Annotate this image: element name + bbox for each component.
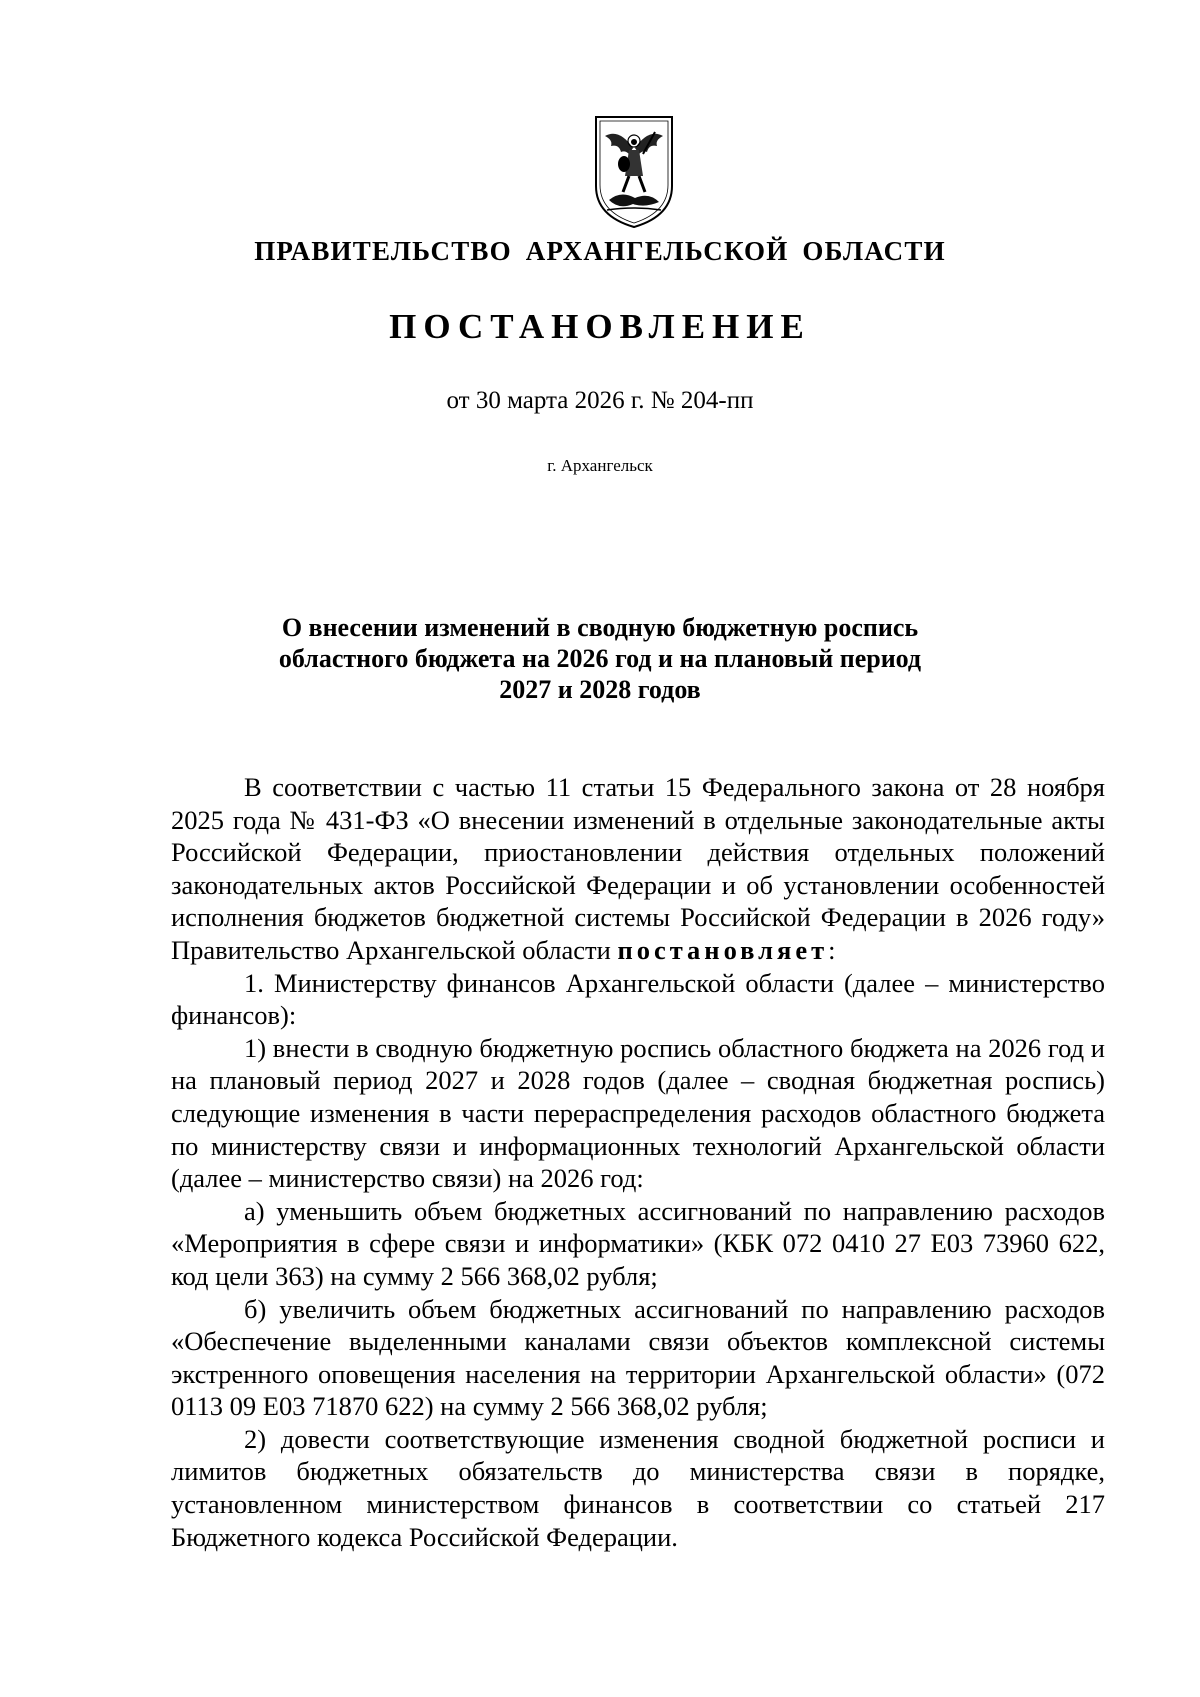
paragraph-1-1-b: б) увеличить объем бюджетных ассигнований по направлению расходов «Обеспечение выделенными каналами связи объектов комплексной системы экстренного оповещения населения на территории Архангельской области» (072 0113 09 Е03 71870 622) на сумму 2 566 368,02 рубля;	[171, 1293, 1105, 1422]
title-line-2: областного бюджета на 2026 год и на плановый период	[278, 644, 922, 673]
resolves-colon: :	[828, 934, 836, 965]
organization-name: ПРАВИТЕЛЬСТВО АРХАНГЕЛЬСКОЙ ОБЛАСТИ	[254, 236, 946, 266]
document-type: ПОСТАНОВЛЕНИЕ	[389, 307, 811, 346]
preamble-text: В соответствии с частью 11 статьи 15 Федерального закона от 28 ноября 2025 года № 431-ФЗ «О внесении изменений в отдельные законодательные акты Российской Федерации, приостановлении действия отдельных положений законодательных актов Российской Федерации и об установлении особенностей исполнения бюджетов бюджетной системы Российской Федерации в 2026 году» Правительство Архангельской области	[171, 772, 1105, 965]
resolves-word: постановляет	[617, 934, 829, 965]
paragraph-1-1: 1) внести в сводную бюджетную роспись областного бюджета на 2026 год и на плановый период 2027 и 2028 годов (далее – сводная бюджетная роспись) следующие изменения в части перераспределения расходов областного бюджета по министерству связи и информационных технологий Архангельской области (далее – министерство связи) на 2026 год:	[171, 1032, 1105, 1194]
document-title	[0, 612, 1200, 705]
title-line-3: 2027 и 2028 годов	[499, 675, 701, 704]
title-line-1: О внесении изменений в сводную бюджетную роспись	[281, 613, 919, 642]
preamble-paragraph	[171, 771, 1105, 967]
coat-of-arms-icon	[593, 114, 675, 230]
paragraph-1-1-a: а) уменьшить объем бюджетных ассигнований по направлению расходов «Мероприятия в сфере связи и информатики» (КБК 072 0410 27 Е03 73960 622, код цели 363) на сумму 2 566 368,02 рубля;	[171, 1195, 1105, 1291]
paragraph-1-2: 2) довести соответствующие изменения сводной бюджетной росписи и лимитов бюджетных обязательств до министерства связи в порядке, установленном министерством финансов в соответствии со статьей 217 Бюджетного кодекса Российской Федерации.	[171, 1423, 1105, 1552]
document-body	[171, 771, 1105, 1553]
paragraph-1: 1. Министерству финансов Архангельской области (далее – министерство финансов):	[171, 967, 1105, 1031]
city: г. Архангельск	[547, 456, 653, 475]
date-and-number: от 30 марта 2026 г. № 204-пп	[446, 387, 754, 414]
